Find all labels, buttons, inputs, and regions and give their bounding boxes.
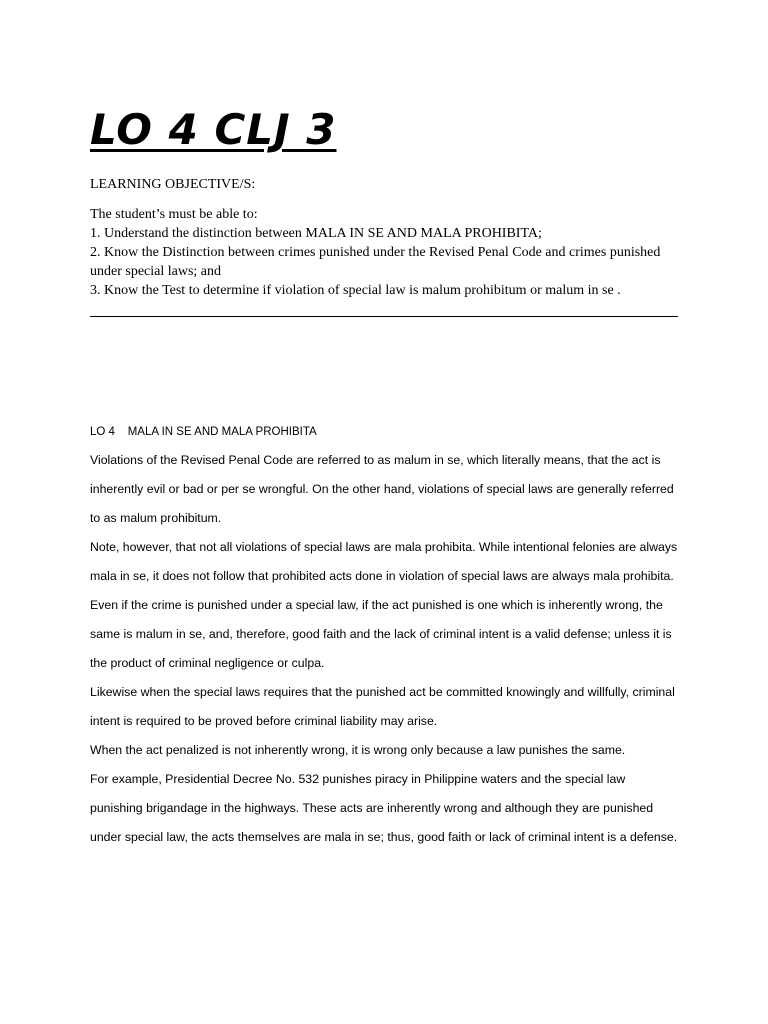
section-heading: LO 4 MALA IN SE AND MALA PROHIBITA bbox=[90, 426, 317, 438]
objective-item-2: 2. Know the Distinction between crimes punished under the Revised Penal Code and crimes punished under special laws; and bbox=[90, 245, 661, 279]
learning-objectives-intro: The student’s must be able to: bbox=[90, 207, 258, 222]
horizontal-divider bbox=[90, 316, 678, 317]
body-paragraph: Note, however, that not all violations of special laws are mala prohibita. While intentional felonies are always mala in se, it does not follow that prohibited acts done in violation of special laws are always mala prohibita. Even if the crime is punished under a special law, if the act punished is one which is inherently wrong, the same is malum in se, and, therefore, good faith and the lack of criminal intent is a valid defense; unless it is the product of criminal negligence or culpa. bbox=[90, 540, 678, 670]
objective-item-3: 3. Know the Test to determine if violation of special law is malum prohibitum or malum in se . bbox=[90, 283, 621, 298]
section-body bbox=[90, 446, 680, 852]
learning-objectives-list bbox=[90, 224, 690, 300]
document-title: LO 4 CLJ 3 bbox=[90, 105, 337, 154]
body-paragraph: Likewise when the special laws requires that the punished act be committed knowingly and willfully, criminal intent is required to be proved before criminal liability may arise. bbox=[90, 685, 675, 728]
body-paragraph: Violations of the Revised Penal Code are referred to as malum in se, which literally means, that the act is inherently evil or bad or per se wrongful. On the other hand, violations of special laws are generally referred to as malum prohibitum. bbox=[90, 453, 674, 525]
objective-item-1: 1. Understand the distinction between MALA IN SE AND MALA PROHIBITA; bbox=[90, 226, 542, 241]
learning-objectives-heading: LEARNING OBJECTIVE/S: bbox=[90, 177, 256, 192]
body-paragraph: When the act penalized is not inherently wrong, it is wrong only because a law punishes the same. bbox=[90, 743, 626, 757]
body-paragraph: For example, Presidential Decree No. 532 punishes piracy in Philippine waters and the special law punishing brigandage in the highways. These acts are inherently wrong and although they are punished under special law, the acts themselves are mala in se; thus, good faith or lack of criminal intent is a defense. bbox=[90, 772, 678, 844]
